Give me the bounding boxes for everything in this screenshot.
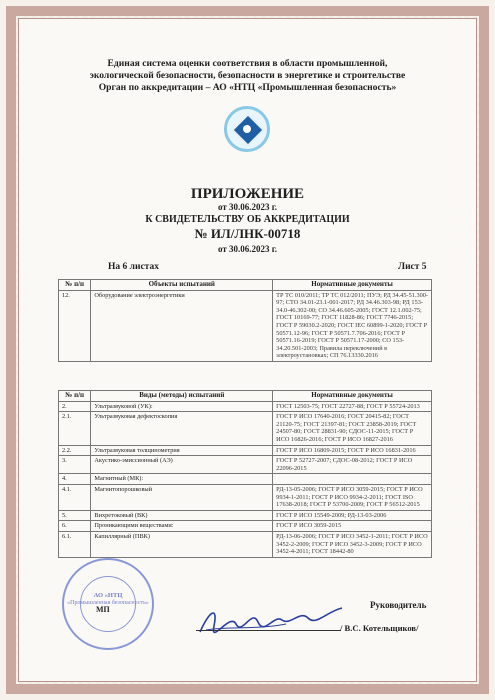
row-documents: ГОСТ Р ИСО 17640-2016; ГОСТ 20415-82; ГОСТ 21120-75; ГОСТ 21397-81; ГОСТ 23858-2019; ГОСТ 24507-80; ГОСТ 28831-90; СДОС-11-2015; ГОСТ Р ИСО 16826-2016; ГОСТ Р ИСО 16827-2016	[273, 412, 432, 445]
table-row	[59, 290, 432, 361]
row-number: 2.1.	[59, 412, 91, 445]
col-methods: Виды (методы) испытаний	[91, 391, 273, 402]
table-row	[59, 474, 432, 485]
table-row	[59, 484, 432, 510]
table-row	[59, 521, 432, 532]
certificate-date: от 30.06.2023 г.	[217, 244, 278, 254]
row-number: 3.	[59, 456, 91, 474]
table-row	[59, 510, 432, 521]
row-method: Проникающими веществами:	[91, 521, 273, 532]
row-number: 4.	[59, 474, 91, 485]
row-documents: РД-13-05-2006; ГОСТ Р ИСО 3059-2015; ГОСТ Р ИСО 9934-1-2011; ГОСТ Р ИСО 9934-2-2011; ГОСТ ISO 17638-2018; ГОСТ Р 53700-2009; ГОСТ Р 56512-2015	[273, 484, 432, 510]
signature-line	[196, 630, 341, 631]
certificate-number: № ИЛ/ЛНК-00718	[194, 226, 301, 241]
row-number: 2.2.	[59, 445, 91, 456]
row-number: 12.	[59, 290, 91, 361]
objects-table	[58, 279, 432, 362]
row-documents: ТР ТС 010/2011; ТР ТС 012/2011; ПУЭ; РД 34.45-51.300-97; СТО 34.01-23.1-001-2017; РД 34.46.303-98; РД 153-34.0-46.302-00; СО 34.46.605-2005; ГОСТ 12.1.002-75; ГОСТ 10169-77; ГОСТ 11828-86; ГОСТ 7746-2015; ГОСТ Р 59030.2-2020; ГОСТ IEC 60899-1-2020; ГОСТ Р 50571.12-96; ГОСТ Р 50571.7.706-2016; ГОСТ Р 50571.16-2019; ГОСТ Р 50571.17-2000; СО 153-34.20.501-2003; Правила переключений в электроустановках; СП 76.13330.2016	[273, 290, 432, 361]
col-documents: Нормативные документы	[273, 391, 432, 402]
issuer-line-1: Единая система оценки соответствия в области промышленной,	[107, 58, 388, 69]
row-method: Вихретоковый (ВК)	[91, 510, 273, 521]
row-method: Ультразвуковой (УК):	[91, 401, 273, 412]
official-stamp	[62, 558, 154, 650]
row-method: Акустико-эмиссионный (АЭ)	[91, 456, 273, 474]
row-documents: ГОСТ Р ИСО 15549-2009; РД-13-03-2006	[273, 510, 432, 521]
table-row	[59, 445, 432, 456]
sheets-total: На 6 листах	[108, 262, 159, 272]
handwritten-signature	[196, 600, 346, 640]
appendix-title: ПРИЛОЖЕНИЕ	[190, 186, 305, 202]
issuer-line-2: экологической безопасности, безопасности в энергетике и строительстве	[89, 70, 406, 81]
row-documents: ГОСТ Р ИСО 3059-2015	[273, 521, 432, 532]
col-number: № п/п	[59, 280, 91, 291]
row-method: Ультразвуковая толщинометрия	[91, 445, 273, 456]
issuer-line-3: Орган по аккредитации – АО «НТЦ «Промышленная безопасность»	[98, 82, 397, 93]
row-number: 6.1.	[59, 531, 91, 557]
sheet-number: Лист 5	[398, 262, 427, 272]
row-documents	[273, 474, 432, 485]
table-row	[59, 531, 432, 557]
row-number: 5.	[59, 510, 91, 521]
row-method: Магнитный (МК):	[91, 474, 273, 485]
row-documents: ГОСТ Р 52727-2007; СДОС-08-2012; ГОСТ Р ИСО 22096-2015	[273, 456, 432, 474]
stamp-text-2: «Промышленная безопасность»	[67, 600, 149, 606]
row-documents: РД-13-06-2006; ГОСТ Р ИСО 3452-1-2011; ГОСТ Р ИСО 3452-2-2009; ГОСТ Р ИСО 3452-3-2009; ГОСТ Р ИСО 3452-4-2011; ГОСТ 18442-80	[273, 531, 432, 557]
seal-place-label: МП	[96, 605, 110, 614]
col-documents: Нормативные документы	[273, 280, 432, 291]
table-row	[59, 456, 432, 474]
table-row	[59, 412, 432, 445]
issuer-header	[40, 58, 455, 94]
row-documents: ГОСТ Р ИСО 16809-2015; ГОСТ Р ИСО 16831-2016	[273, 445, 432, 456]
certificate-caption: К СВИДЕТЕЛЬСТВУ ОБ АККРЕДИТАЦИИ	[145, 214, 350, 225]
row-number: 2.	[59, 401, 91, 412]
signatory-name: / В.С. Котельщиков/	[340, 623, 419, 633]
row-method: Капиллярный (ПВК)	[91, 531, 273, 557]
stamp-text-1: АО «НТЦ	[93, 592, 123, 599]
appendix-date: от 30.06.2023 г.	[217, 202, 278, 212]
row-method: Ультразвуковая дефектоскопия	[91, 412, 273, 445]
methods-table	[58, 390, 432, 558]
signatory-role: Руководитель	[370, 600, 427, 610]
col-number: № п/п	[59, 391, 91, 402]
table-row	[59, 401, 432, 412]
col-objects: Объекты испытаний	[91, 280, 273, 291]
row-method: Магнитопорошковый	[91, 484, 273, 510]
row-object: Оборудование электроэнергетики	[91, 290, 273, 361]
row-number: 4.1.	[59, 484, 91, 510]
organization-emblem-icon	[224, 106, 270, 152]
row-number: 6.	[59, 521, 91, 532]
table-header-row	[59, 280, 432, 291]
table-header-row	[59, 391, 432, 402]
row-documents: ГОСТ 12503-75; ГОСТ 22727-88; ГОСТ Р 55724-2013	[273, 401, 432, 412]
